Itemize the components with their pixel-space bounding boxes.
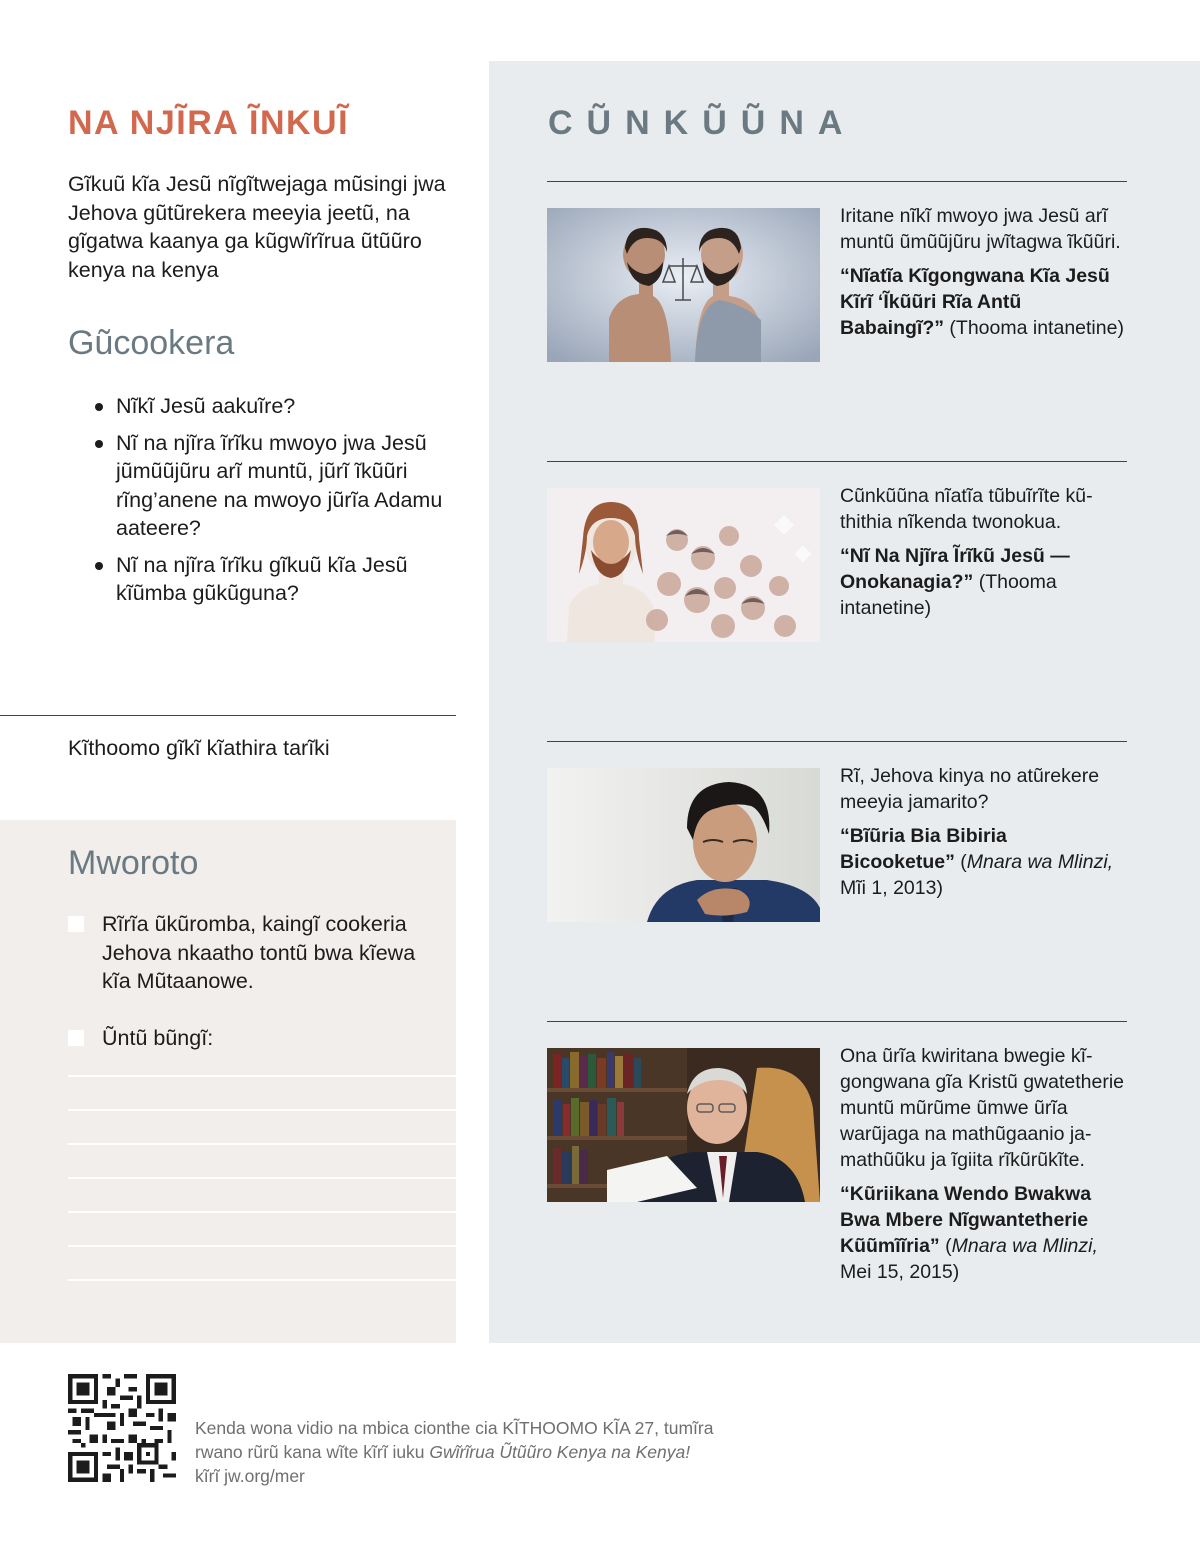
divider — [547, 1021, 1127, 1022]
book-title: Gwĩrĩrua Ũtũũro Kenya na Kenya! — [429, 1442, 691, 1462]
checkbox[interactable] — [68, 916, 84, 932]
summary-title: NA NJĨRA ĨNKUĨ — [68, 104, 350, 142]
source-note: ( — [939, 1235, 952, 1257]
divider — [547, 181, 1127, 182]
footer-note — [195, 1416, 715, 1488]
explore-item-body — [840, 763, 1125, 901]
checkbox[interactable] — [68, 1030, 84, 1046]
divider — [547, 461, 1127, 462]
goal-checkbox-item[interactable] — [68, 1024, 448, 1053]
man-reading-in-library-photo — [547, 1048, 820, 1202]
explore-source[interactable] — [840, 1181, 1125, 1285]
explore-description: Iritane nĩkĩ mwoyo jwa Jesũ arĩ muntũ ũmũũjũru jwĩtagwa ĩkũũri. — [840, 205, 1121, 253]
review-question: Nĩ na njĩra ĩrĩku mwoyo jwa Jesũ jũmũũjũru arĩ muntũ, jũrĩ ĩkũũri rĩng’anene na mwoyo jũrĩa Adamu aateere? — [92, 429, 452, 543]
explore-description: Ona ũrĩa kwiritana bwegie kĩgongwana gĩa Kristũ gwatetherie muntũ mũrũme ũmwe ũrĩa warũjaga na mathũgaanio jamathũũku ja ĩgiita rĩkũrũkĩte. — [840, 1045, 1125, 1171]
source-note: (Thooma intanetine) — [944, 317, 1124, 339]
explore-item-body — [840, 1043, 1125, 1285]
source-note: Mĩi 1, 2013) — [840, 877, 943, 899]
man-praying-photo — [547, 768, 820, 922]
review-question: Nĩ na njĩra ĩrĩku gĩkuũ kĩa Jesũ kĩũmba gũkũguna? — [92, 551, 452, 608]
explore-source[interactable] — [840, 263, 1125, 341]
explore-item — [547, 741, 1127, 981]
publication-name: Mnara wa Mlinzi, — [951, 1235, 1098, 1257]
explore-item — [547, 1021, 1127, 1301]
scales-of-justice-illustration — [547, 208, 820, 362]
review-list — [92, 392, 452, 616]
goal-text: Rĩrĩa ũkũromba, kaingĩ cookeria Jehova nkaatho tontũ bwa kĩewa kĩa Mũtaanowe. — [102, 912, 416, 993]
explore-heading: CŨNKŨŨNA — [548, 104, 857, 142]
source-note: Mei 15, 2015) — [840, 1261, 960, 1283]
goal-checkbox-item[interactable] — [68, 910, 448, 996]
footer-text: Kenda wona vidio na mbica cionthe cia KĨTHOOMO KĨA 27, tumĩra rwano rũrũ kana wĩte kĩrĩ iuku — [195, 1418, 714, 1462]
explore-item — [547, 461, 1127, 701]
article-link[interactable]: “Nĩ Na Njĩra Ĩrĩkũ Jesũ —Onokanagia?” — [840, 545, 1070, 593]
goal-heading: Mworoto — [68, 844, 199, 882]
article-link[interactable]: “Nĩatĩa Kĩgongwana Kĩa Jesũ Kĩrĩ ‘Ĩkũũri Rĩa Antũ Babaingĩ?” — [840, 265, 1110, 339]
article-link[interactable]: “Bĩũria Bia Bibiria Bicooketue” — [840, 825, 1007, 873]
review-question: Nĩkĩ Jesũ aakuĩre? — [92, 392, 452, 421]
explore-description: Cũnkũũna nĩatĩa tũbuĩrĩte kũthithia nĩkenda twonokua. — [840, 485, 1093, 533]
publication-name: Mnara wa Mlinzi, — [966, 851, 1114, 873]
explore-description: Rĩ, Jehova kinya no atũrekere meeyia jamarito? — [840, 765, 1100, 813]
jesus-with-people-illustration — [547, 488, 820, 642]
explore-item-body — [840, 483, 1125, 621]
source-note: ( — [954, 851, 967, 873]
lesson-completion-date-label: Kĩthoomo gĩkĩ kĩathira tarĩki — [68, 736, 330, 760]
goal-text: Ũntũ bũngĩ: — [102, 1026, 214, 1050]
writing-lines[interactable] — [68, 1075, 456, 1313]
explore-item-body — [840, 203, 1125, 341]
divider — [0, 715, 456, 716]
article-link[interactable]: “Kũriikana Wendo Bwakwa Bwa Mbere Nĩgwantetherie Kũũmĩĩria” — [840, 1183, 1092, 1257]
divider — [547, 741, 1127, 742]
explore-source[interactable] — [840, 823, 1125, 901]
summary-text: Gĩkuũ kĩa Jesũ nĩgĩtwejaga mũsingi jwa Jehova gũtũrekera meeyia jeetũ, na gĩgatwa kaanya ga kũgwĩrĩrua ũtũũro kenya na kenya — [68, 172, 446, 282]
explore-source[interactable] — [840, 543, 1125, 621]
explore-item — [547, 181, 1127, 421]
source-note: (Thooma intanetine) — [840, 571, 1057, 619]
review-heading: Gũcookera — [68, 324, 235, 362]
qr-code-icon[interactable] — [68, 1374, 176, 1482]
footer-link-text[interactable]: kĩrĩ jw.org/mer — [195, 1466, 305, 1486]
